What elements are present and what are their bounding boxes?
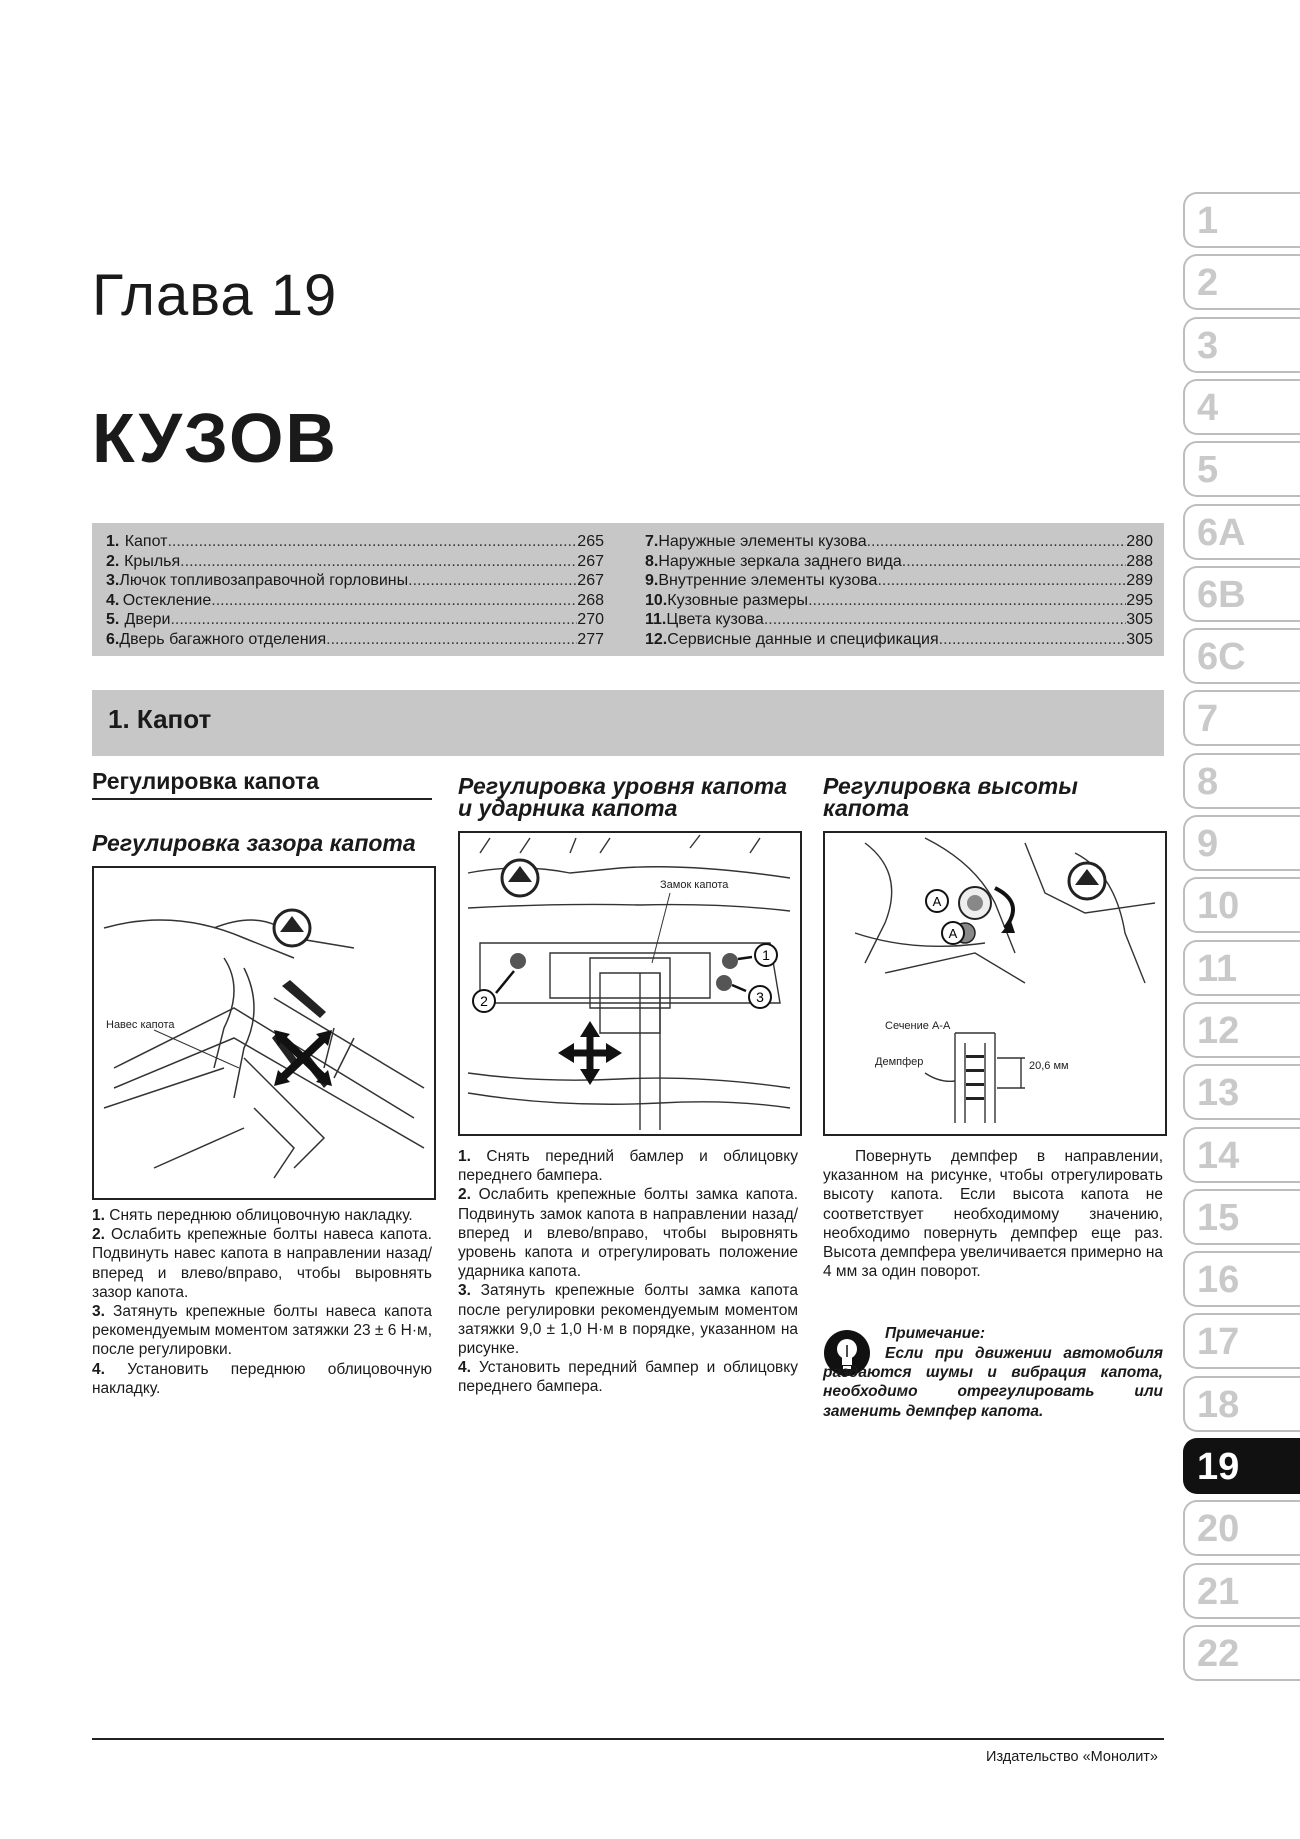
- toc-entry-page: 305: [1126, 630, 1153, 648]
- chapter-tab-18[interactable]: [1183, 1376, 1300, 1432]
- chapter-tab-label: 15: [1197, 1196, 1240, 1239]
- toc-entry-page: 305: [1126, 611, 1153, 629]
- toc-leader-dots: [180, 552, 577, 572]
- chapter-tab-10[interactable]: [1183, 877, 1300, 933]
- chapter-tab-label: 7: [1197, 698, 1219, 741]
- footer-divider: [92, 1738, 1164, 1740]
- chapter-tab-5[interactable]: [1183, 441, 1300, 497]
- toc-entry-page: 268: [577, 591, 604, 609]
- toc-entry-label: Крылья: [124, 552, 181, 570]
- toc-entry-page: 289: [1126, 572, 1153, 590]
- toc-entry[interactable]: [106, 630, 604, 650]
- chapter-label: Глава 19: [92, 263, 338, 328]
- step-item: [92, 1302, 432, 1360]
- step-item: [458, 1185, 798, 1281]
- section-title: 1. Капот: [108, 704, 212, 734]
- toc-leader-dots: [211, 591, 577, 611]
- label-section-aa: Сечение А-А: [885, 1020, 951, 1032]
- chapter-tab-11[interactable]: [1183, 940, 1300, 996]
- step-text: Снять переднюю облицовочную накладку.: [109, 1207, 413, 1224]
- chapter-tab-13[interactable]: [1183, 1064, 1300, 1120]
- toc-leader-dots: [808, 591, 1126, 611]
- col1-subheading: Регулировка зазора капота: [92, 830, 416, 856]
- step-item: [458, 1358, 798, 1396]
- callout-3: 3: [756, 989, 764, 1005]
- toc-entry[interactable]: [645, 591, 1153, 611]
- chapter-tab-label: 16: [1197, 1259, 1240, 1302]
- toc-leader-dots: [408, 571, 577, 591]
- step-number: 4.: [92, 1360, 105, 1378]
- step-text: Затянуть крепежные болты замка капота после регулировки рекомендуемым моментом затяжки 9,0 ± 1,0 Н·м в порядке, указанном на рисунке.: [458, 1282, 798, 1358]
- chapter-title: КУЗОВ: [92, 399, 338, 477]
- step-item: [92, 1360, 432, 1398]
- chapter-tab-9[interactable]: [1183, 815, 1300, 871]
- chapter-tab-label: 10: [1197, 885, 1240, 928]
- chapter-tab-14[interactable]: [1183, 1127, 1300, 1183]
- chapter-tab-label: 17: [1197, 1321, 1240, 1364]
- chapter-tab-label: 2: [1197, 262, 1219, 305]
- toc-entry-number: 4.: [106, 591, 120, 609]
- col1-steps: [92, 1206, 432, 1398]
- chapter-tab-20[interactable]: [1183, 1500, 1300, 1556]
- figure-hood-latch: [458, 831, 802, 1136]
- step-text: Установить переднюю облицовочную накладку.: [92, 1360, 432, 1397]
- chapter-tab-6c[interactable]: [1183, 628, 1300, 684]
- toc-column-left: [106, 532, 604, 650]
- toc-entry-label: Внутренние элементы кузова: [658, 572, 878, 590]
- toc-entry-number: 5.: [106, 611, 120, 629]
- toc-leader-dots: [170, 610, 577, 630]
- section-title-bar: [92, 690, 1164, 756]
- toc-entry-label: Сервисные данные и спецификация: [667, 630, 939, 648]
- toc-entry-label: Цвета кузова: [666, 611, 764, 629]
- note-title: Примечание:: [885, 1325, 986, 1342]
- chapter-tab-4[interactable]: [1183, 379, 1300, 435]
- toc-entry-label: Кузовные размеры: [667, 591, 809, 609]
- col2-steps: [458, 1147, 798, 1397]
- chapter-tab-label: 1: [1197, 200, 1219, 242]
- toc-entry[interactable]: [106, 591, 604, 611]
- step-number: 3.: [458, 1282, 471, 1300]
- chapter-tab-label: 12: [1197, 1009, 1240, 1052]
- chapter-tab-8[interactable]: [1183, 753, 1300, 809]
- step-item: [458, 1147, 798, 1185]
- toc-entry[interactable]: [106, 610, 604, 630]
- toc-entry[interactable]: [106, 571, 604, 591]
- toc-column-right: [645, 532, 1153, 650]
- toc-entry-page: 295: [1126, 591, 1153, 609]
- step-number: 2.: [92, 1226, 105, 1244]
- toc-entry-page: 288: [1126, 552, 1153, 570]
- toc-entry-page: 267: [577, 572, 604, 590]
- chapter-tab-3[interactable]: [1183, 317, 1300, 373]
- toc-entry-label: Лючок топливозаправочной горловины: [119, 572, 409, 590]
- toc-entry-label: Наружные зеркала заднего вида: [658, 552, 902, 570]
- col1-heading: Регулировка капота: [92, 770, 432, 800]
- label-dimension: 20,6 мм: [1029, 1060, 1069, 1072]
- chapter-tab-label: 6C: [1197, 636, 1246, 679]
- chapter-tab-7[interactable]: [1183, 690, 1300, 746]
- toc-entry-page: 267: [577, 552, 604, 570]
- chapter-tab-6b[interactable]: [1183, 566, 1300, 622]
- toc-entry[interactable]: [645, 552, 1153, 572]
- chapter-tab-16[interactable]: [1183, 1251, 1300, 1307]
- col3-paragraph: Повернуть демпфер в направлении, указанном на рисунке, чтобы отрегулировать высоту капота. Если высота капота не соответствует необходимому значению, необходимо повернуть демпфер еще раз. Высота демпфера увеличивается примерно на 4 мм за один поворот.: [823, 1148, 1163, 1281]
- step-text: Ослабить крепежные болты замка капота. Подвинуть замок капота в направлении назад/вперед и влево/вправо, чтобы выровнять уровень капота и отрегулировать положение ударника капота.: [458, 1186, 798, 1281]
- toc-entry[interactable]: [645, 571, 1153, 591]
- step-item: [458, 1281, 798, 1358]
- toc-entry-number: 9.: [645, 572, 659, 590]
- chapter-tab-label: 13: [1197, 1072, 1240, 1115]
- toc-entry-page: 270: [577, 611, 604, 629]
- toc-entry-label: Наружные элементы кузова: [658, 533, 867, 550]
- toc-entry-page: 280: [1126, 533, 1153, 550]
- chapter-tab-label: 6B: [1197, 573, 1246, 616]
- note-text: Если при движении автомобиля раздаются шумы и вибрация капота, необходимо отрегулировать или заменить демпфер капота.: [823, 1345, 1163, 1420]
- chapter-tab-label: 22: [1197, 1632, 1240, 1675]
- chapter-tab-label: 20: [1197, 1508, 1240, 1551]
- toc-entry[interactable]: [106, 552, 604, 572]
- toc-entry[interactable]: [645, 532, 1153, 552]
- step-item: [92, 1225, 432, 1302]
- col3-heading: Регулировка высоты капота: [823, 773, 1078, 821]
- chapter-tab-label: 19: [1197, 1446, 1240, 1488]
- chapter-tab-label: 8: [1197, 760, 1219, 803]
- toc-entry-number: 11.: [645, 611, 667, 629]
- toc-entry-number: 7.: [645, 533, 659, 550]
- toc-leader-dots: [326, 630, 577, 650]
- chapter-tab-22[interactable]: [1183, 1625, 1300, 1681]
- chapter-tab-17[interactable]: [1183, 1313, 1300, 1369]
- figure-hood-hinge-label: Навес капота: [106, 1019, 175, 1031]
- step-text: Установить передний бампер и облицовку переднего бампера.: [458, 1359, 798, 1396]
- step-number: 1.: [92, 1207, 105, 1224]
- toc-entry-number: 12.: [645, 630, 668, 648]
- toc-entry[interactable]: [106, 532, 604, 552]
- figure-hood-hinge: [92, 866, 436, 1200]
- chapter-tab-label: 5: [1197, 449, 1219, 492]
- toc-leader-dots: [939, 630, 1127, 650]
- figure-hood-damper: [823, 831, 1167, 1136]
- chapter-tab-label: 4: [1197, 386, 1219, 429]
- chapter-tab-label: 14: [1197, 1134, 1240, 1177]
- chapter-tab-label: 11: [1197, 947, 1238, 990]
- toc-entry-page: 277: [577, 630, 604, 648]
- toc-entry[interactable]: [645, 630, 1153, 650]
- toc-entry-number: 8.: [645, 552, 659, 570]
- marker-a-bottom: A: [948, 926, 958, 941]
- chapter-tab-label: 18: [1197, 1383, 1240, 1426]
- step-number: 1.: [458, 1148, 471, 1165]
- chapter-tab-19[interactable]: [1183, 1438, 1300, 1494]
- toc-entry-label: Капот: [124, 533, 168, 550]
- label-damper: Демпфер: [875, 1056, 924, 1068]
- chapter-tab-label: 21: [1197, 1570, 1240, 1613]
- step-number: 3.: [92, 1303, 105, 1321]
- toc-entry[interactable]: [645, 610, 1153, 630]
- chapter-tab-21[interactable]: [1183, 1563, 1300, 1619]
- chapter-tab-15[interactable]: [1183, 1189, 1300, 1245]
- marker-a-top: A: [932, 894, 942, 909]
- toc-entry-number: 10.: [645, 591, 668, 609]
- publisher: Издательство «Монолит»: [986, 1749, 1158, 1765]
- toc-entry-number: 3.: [106, 572, 120, 590]
- toc-entry-page: 265: [577, 533, 604, 550]
- table-of-contents: [92, 523, 1164, 656]
- toc-entry-number: 6.: [106, 630, 120, 648]
- step-item: [92, 1206, 432, 1225]
- step-number: 4.: [458, 1359, 471, 1377]
- toc-leader-dots: [867, 532, 1127, 552]
- toc-leader-dots: [902, 552, 1127, 572]
- toc-entry-label: Двери: [124, 611, 171, 629]
- chapter-tab-label: 3: [1197, 324, 1219, 367]
- col2-heading: Регулировка уровня капота и ударника капота: [458, 773, 788, 821]
- chapter-tab-label: 9: [1197, 823, 1219, 865]
- step-text: Ослабить крепежные болты навеса капота. Подвинуть навес капота в направлении назад/вперед и влево/вправо, чтобы выровнять зазор капота.: [92, 1226, 432, 1301]
- toc-entry-number: 2.: [106, 552, 120, 570]
- toc-leader-dots: [167, 532, 577, 552]
- chapter-tab-6a[interactable]: [1183, 504, 1300, 560]
- chapter-tab-2[interactable]: [1183, 254, 1300, 310]
- toc-entry-label: Остекление: [122, 591, 212, 609]
- step-text: Затянуть крепежные болты навеса капота рекомендуемым моментом затяжки 23 ± 6 Н·м, после регулировки.: [92, 1303, 433, 1359]
- chapter-tab-1[interactable]: [1183, 192, 1300, 248]
- toc-leader-dots: [764, 610, 1126, 630]
- step-number: 2.: [458, 1186, 471, 1204]
- toc-entry-number: 1.: [106, 533, 120, 550]
- callout-1: 1: [762, 947, 770, 963]
- chapter-tab-12[interactable]: [1183, 1002, 1300, 1058]
- chapter-tab-label: 6A: [1197, 511, 1246, 554]
- toc-entry-label: Дверь багажного отделения: [119, 630, 327, 648]
- callout-2: 2: [480, 993, 488, 1009]
- toc-leader-dots: [877, 571, 1126, 591]
- step-text: Снять передний бамлер и облицовку переднего бампера.: [458, 1148, 798, 1185]
- figure-hood-latch-label: Замок капота: [660, 879, 729, 891]
